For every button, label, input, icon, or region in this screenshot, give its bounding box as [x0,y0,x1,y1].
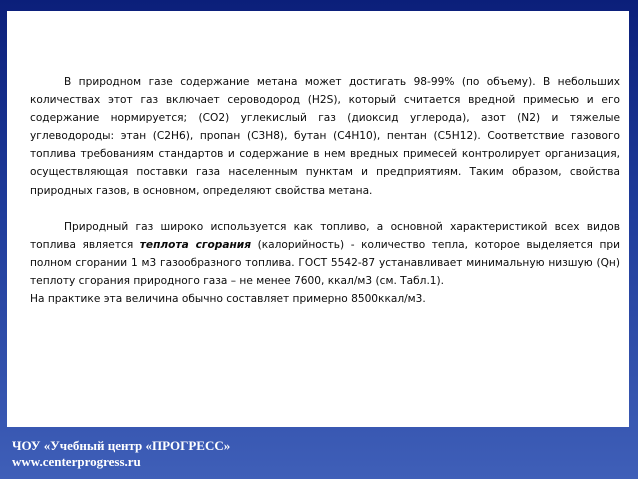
content-panel [7,11,629,427]
paragraph-part-before: Природный газ широко используется как топливо, а основной характеристикой всех видов топлива является [30,220,620,251]
footer-website: www.centerprogress.ru [12,454,141,469]
paragraph-part-after: (калорийность) - количество тепла, которое выделяется при полном сгорании 1 м3 газообразного топлива. ГОСТ 5542-87 устанавливает минимальную низшую (Qн) теплоту сгорания природного газа – не менее 7600, ккал/м3 (см. Табл.1). [30,238,621,287]
slide-text [30,73,620,308]
paragraph-gap [30,200,620,218]
paragraph-heat-of-combustion [30,218,620,290]
footer [12,438,612,470]
footer-organization: ЧОУ «Учебный центр «ПРОГРЕСС» [12,438,231,453]
paragraph-methane-composition: В природном газе содержание метана может достигать 98-99% (по объему). В небольших количествах этот газ включает сероводород (H2S), который считается вредной примесью и его содержание нормируется; (СО2) углекислый газ (диоксид углерода), азот (N2) и тяжелые углеводороды: этан (С2Н6), пропан (С3Н8), бутан (С4Н10), пентан (С5Н12). Соответствие газового топлива требованиям стандартов и содержание в нем вредных примесей контролирует организация, осуществляющая поставки газа населенным пунктам и предприятиям. Таким образом, свойства природных газов, в основном, определяют свойства метана. [30,76,620,197]
paragraph-practice-value: На практике эта величина обычно составляет примерно 8500ккал/м3. [30,293,426,306]
highlighted-term: теплота сгорания [139,238,252,251]
